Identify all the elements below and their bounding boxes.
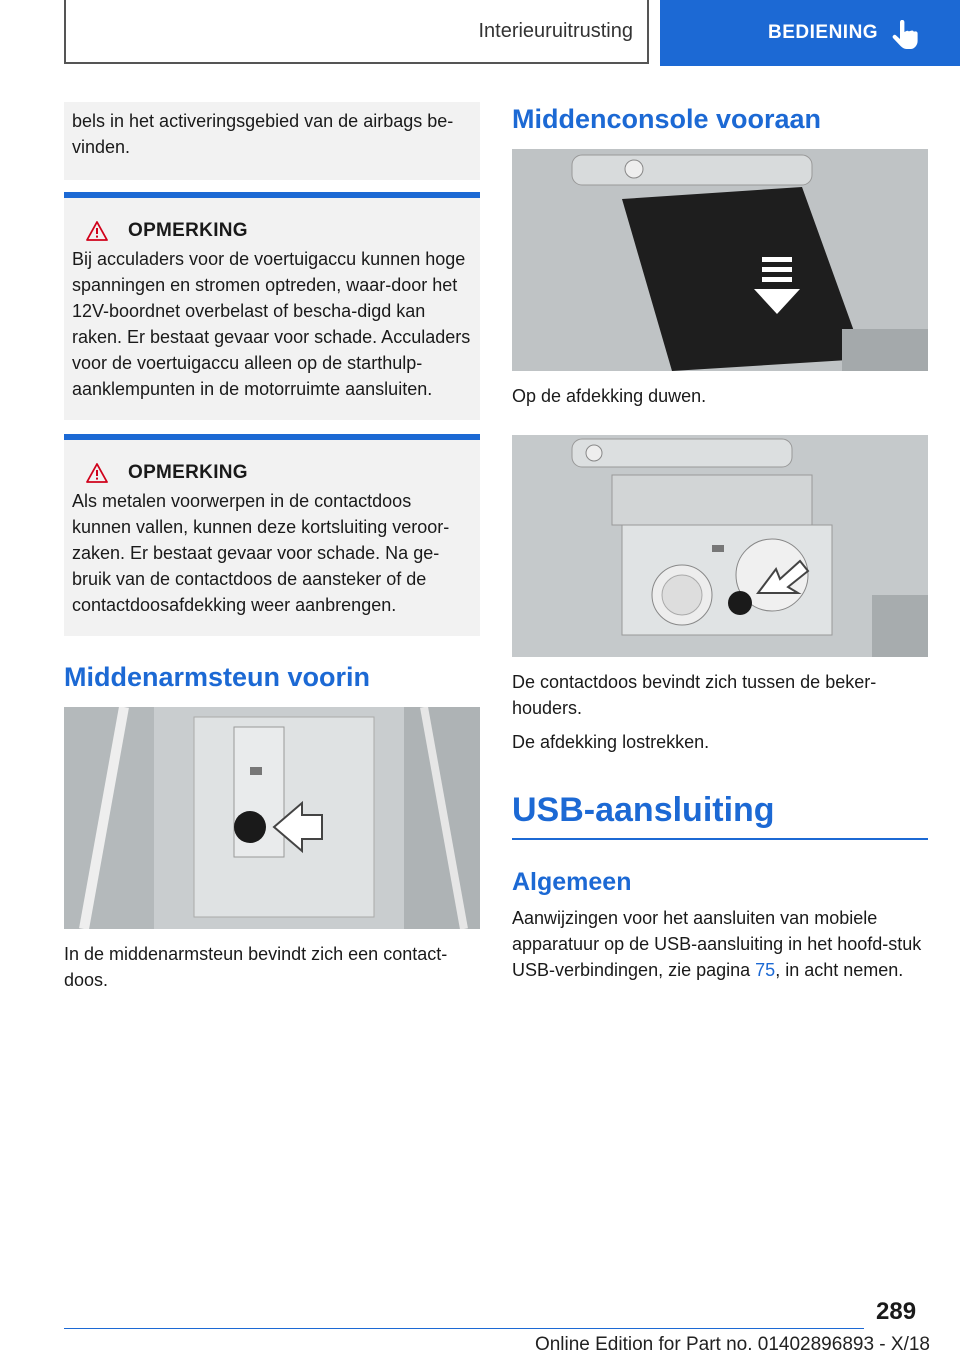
armrest-socket-photo (64, 707, 480, 929)
console-cover-photo (512, 149, 928, 371)
header-chapter-tab[interactable] (660, 0, 960, 66)
right-column (512, 102, 928, 983)
note-header (72, 460, 472, 486)
page-reference-link[interactable]: 75 (755, 960, 776, 980)
warning-note-charger (64, 192, 480, 420)
usb-section-title: USB-aansluiting (512, 791, 775, 829)
note-text: Bij acculaders voor de voertuigaccu kunnen hoge spanningen en stromen optreden, waar-door het 12V-boordnet overbelast of bescha-digd kan raken. Er bestaat gevaar voor schade. Acculaders voor de voertuigaccu alleen op de starthulp-aanklempunten in de motorruimte aansluiten. (72, 249, 471, 399)
note-text: Als metalen voorwerpen in de contactdoos kunnen vallen, kunnen deze kortsluiting veroor-zaken. Er bestaat gevaar voor schade. Na ge-bruik van de contactdoos de aansteker of de contactdoosafdekking weer aanbrengen. (72, 491, 450, 615)
armrest-caption: In de middenarmsteun bevindt zich een contact-doos. (64, 944, 448, 990)
warning-triangle-icon (86, 221, 108, 241)
usb-subheading: Algemeen (512, 868, 632, 896)
warning-note-socket (64, 434, 480, 636)
console-caption-3: De afdekking lostrekken. (512, 732, 710, 752)
page-number: 289 (876, 1298, 917, 1325)
header-section-title: Interieuruitrusting (478, 19, 633, 42)
header-chapter-title: BEDIENING (768, 22, 879, 43)
usb-paragraph-text: Aanwijzingen voor het aansluiten van mobiele apparatuur op de USB-aansluiting in het hoofd-stuk USB-verbindingen, zie pagina (512, 908, 922, 980)
usb-section-rule (512, 838, 928, 840)
section-heading-armrest: Middenarmsteun voorin (64, 662, 371, 692)
continued-note-text: bels in het activeringsgebied van de airbags be-vinden. (72, 111, 454, 157)
continued-note-box (64, 102, 480, 180)
footer-edition: Online Edition for Part no. 01402896893 - X/18 (534, 1334, 930, 1355)
note-header (72, 218, 472, 244)
section-heading-console: Middenconsole vooraan (512, 104, 822, 134)
console-caption-2: De contactdoos bevindt zich tussen de beker-houders. (512, 672, 877, 718)
left-column (64, 102, 480, 993)
console-caption-1: Op de afdekking duwen. (512, 386, 707, 406)
usb-paragraph (512, 905, 928, 983)
warning-triangle-icon (86, 463, 108, 483)
note-title: OPMERKING (128, 220, 248, 241)
footer-rule (64, 1328, 864, 1329)
usb-paragraph-end: , in acht nemen. (775, 960, 904, 980)
header-section-tab (64, 0, 649, 64)
console-socket-photo (512, 435, 928, 657)
note-title: OPMERKING (128, 462, 248, 483)
pointing-hand-icon (892, 20, 918, 50)
